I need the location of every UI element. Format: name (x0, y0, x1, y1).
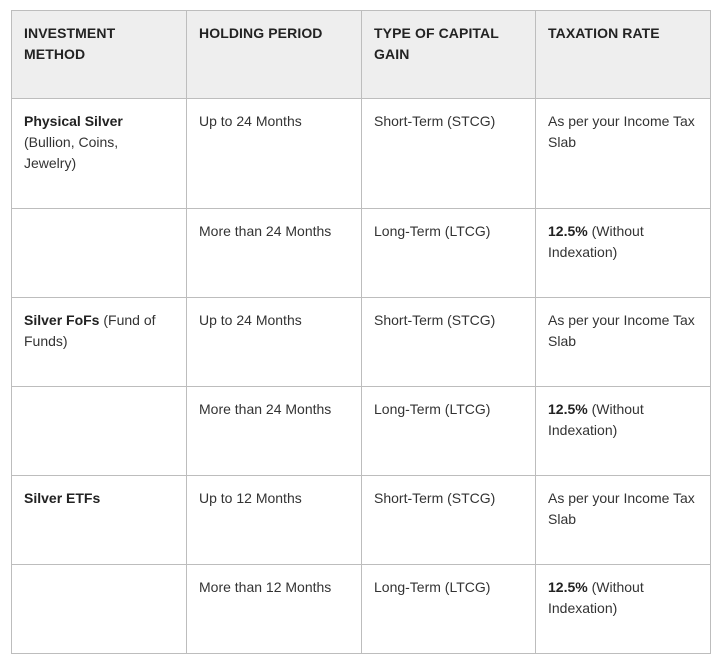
cell-investment-method (12, 298, 187, 387)
cell-taxation-rate (536, 565, 711, 654)
cell-taxation-rate (536, 209, 711, 298)
rate-value: 12.5% (548, 579, 588, 595)
header-taxation-rate: TAXATION RATE (536, 11, 711, 99)
method-name: Physical Silver (24, 113, 123, 129)
rate-value: 12.5% (548, 223, 588, 239)
header-holding-period: HOLDING PERIOD (187, 11, 362, 99)
cell-investment-method (12, 99, 187, 209)
rate-detail: (Without Indexation) (548, 223, 644, 260)
cell-gain-type: Long-Term (LTCG) (362, 565, 536, 654)
cell-holding-period: More than 24 Months (187, 209, 362, 298)
rate-detail: As per your Income Tax Slab (548, 312, 695, 349)
method-detail: (Fund of Funds) (24, 312, 156, 349)
cell-holding-period: Up to 24 Months (187, 298, 362, 387)
header-investment-method: INVESTMENT METHOD (12, 11, 187, 99)
header-type-of-capital-gain: TYPE OF CAPITAL GAIN (362, 11, 536, 99)
rate-value: 12.5% (548, 401, 588, 417)
cell-investment-method (12, 209, 187, 298)
cell-investment-method (12, 387, 187, 476)
cell-investment-method (12, 565, 187, 654)
cell-taxation-rate (536, 387, 711, 476)
header-row (12, 11, 711, 99)
cell-investment-method (12, 476, 187, 565)
table-body (12, 99, 711, 654)
rate-detail: (Without Indexation) (548, 401, 644, 438)
cell-gain-type: Long-Term (LTCG) (362, 387, 536, 476)
method-name: Silver ETFs (24, 490, 101, 506)
method-detail: (Bullion, Coins, Jewelry) (24, 134, 119, 171)
table-header (12, 11, 711, 99)
method-name: Silver FoFs (24, 312, 100, 328)
table-row (12, 99, 711, 209)
cell-gain-type: Short-Term (STCG) (362, 298, 536, 387)
silver-taxation-table (11, 10, 711, 654)
table-row (12, 209, 711, 298)
cell-gain-type: Long-Term (LTCG) (362, 209, 536, 298)
rate-detail: As per your Income Tax Slab (548, 490, 695, 527)
cell-gain-type: Short-Term (STCG) (362, 476, 536, 565)
cell-holding-period: More than 24 Months (187, 387, 362, 476)
rate-detail: (Without Indexation) (548, 579, 644, 616)
table-row (12, 387, 711, 476)
cell-taxation-rate (536, 99, 711, 209)
table-row (12, 298, 711, 387)
cell-gain-type: Short-Term (STCG) (362, 99, 536, 209)
table-row (12, 476, 711, 565)
cell-holding-period: More than 12 Months (187, 565, 362, 654)
cell-taxation-rate (536, 476, 711, 565)
cell-holding-period: Up to 24 Months (187, 99, 362, 209)
rate-detail: As per your Income Tax Slab (548, 113, 695, 150)
cell-holding-period: Up to 12 Months (187, 476, 362, 565)
table-row (12, 565, 711, 654)
cell-taxation-rate (536, 298, 711, 387)
